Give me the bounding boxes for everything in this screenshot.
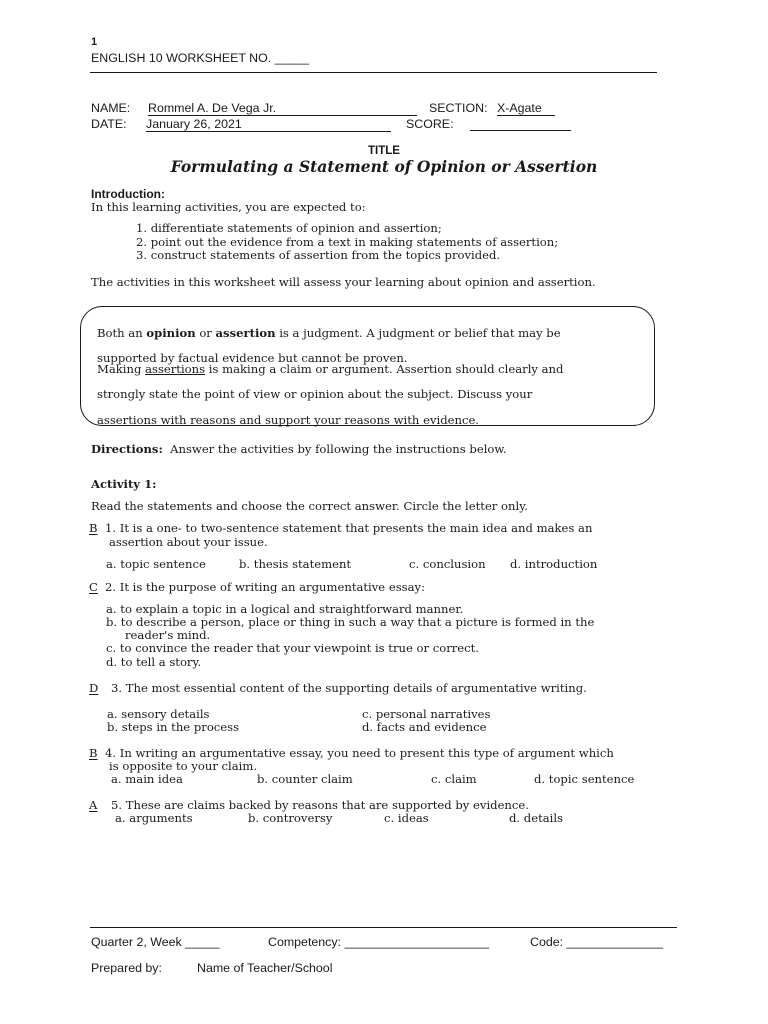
choice-item[interactable]: a. sensory details bbox=[107, 707, 210, 721]
date-label: DATE: bbox=[91, 117, 127, 131]
name-field bbox=[148, 101, 417, 116]
definition-text: is a judgment. A judgment or belief that may be bbox=[275, 325, 561, 340]
choice-item[interactable]: a. topic sentence bbox=[106, 557, 206, 571]
choice-item[interactable]: c. personal narratives bbox=[362, 707, 491, 721]
definition-paragraph-2 bbox=[97, 351, 563, 439]
question-text: 1. It is a one- to two-sentence statement that presents the main idea and makes an bbox=[105, 521, 593, 535]
choice-item[interactable]: a. to explain a topic in a logical and straightforward manner. bbox=[106, 602, 464, 616]
directions-label: Directions: bbox=[91, 442, 163, 456]
choice-item[interactable]: a. arguments bbox=[115, 811, 193, 825]
worksheet-label: ENGLISH 10 WORKSHEET NO. _____ bbox=[91, 51, 310, 65]
name-label: NAME: bbox=[91, 101, 131, 115]
question-text: 3. The most essential content of the supporting details of argumentative writing. bbox=[111, 681, 587, 695]
choice-item[interactable]: b. counter claim bbox=[257, 772, 353, 786]
introduction-lead: In this learning activities, you are expected to: bbox=[91, 200, 366, 214]
section-label: SECTION: bbox=[429, 101, 488, 115]
activity-heading: Activity 1: bbox=[91, 477, 157, 491]
choice-item[interactable]: c. to convince the reader that your viewpoint is true or correct. bbox=[106, 641, 479, 655]
definition-text: assertions with reasons and support your reasons with evidence. bbox=[97, 412, 479, 427]
section-field bbox=[497, 101, 555, 116]
prepared-by-value: Name of Teacher/School bbox=[197, 961, 333, 975]
choice-item[interactable]: c. ideas bbox=[384, 811, 429, 825]
choice-item[interactable]: c. claim bbox=[431, 772, 477, 786]
choice-item[interactable]: b. thesis statement bbox=[239, 557, 352, 571]
definition-text: or bbox=[195, 325, 216, 340]
objective-item: 1. differentiate statements of opinion and assertion; bbox=[136, 221, 442, 235]
choice-item-continued: reader's mind. bbox=[125, 628, 211, 642]
introduction-heading: Introduction: bbox=[91, 187, 165, 201]
term-assertion: assertion bbox=[215, 325, 276, 340]
definition-text: supported by factual evidence but cannot be proven. bbox=[97, 351, 408, 366]
directions bbox=[91, 443, 507, 457]
question-text-continued: assertion about your issue. bbox=[109, 535, 268, 549]
definition-text: Both an bbox=[97, 325, 147, 340]
definition-text: strongly state the point of view or opinion about the subject. Discuss your bbox=[97, 387, 533, 402]
answer-letter: D bbox=[89, 681, 99, 695]
directions-text: Answer the activities by following the instructions below. bbox=[170, 442, 507, 456]
prepared-by-label: Prepared by: bbox=[91, 961, 162, 975]
question-1 bbox=[89, 522, 592, 536]
choice-item[interactable]: b. controversy bbox=[248, 811, 333, 825]
activity-instruction: Read the statements and choose the correct answer. Circle the letter only. bbox=[91, 499, 528, 513]
footer-divider bbox=[90, 927, 677, 928]
score-value-blank bbox=[470, 117, 571, 131]
section-value: X-Agate bbox=[497, 102, 555, 116]
question-text: 2. It is the purpose of writing an argumentative essay: bbox=[105, 580, 425, 594]
page-title: Formulating a Statement of Opinion or Assertion bbox=[170, 157, 598, 176]
answer-letter: A bbox=[89, 798, 98, 812]
objective-item: 2. point out the evidence from a text in making statements of assertion; bbox=[136, 235, 559, 249]
score-label: SCORE: bbox=[406, 117, 454, 131]
choice-item[interactable]: c. conclusion bbox=[409, 557, 486, 571]
footer-quarter: Quarter 2, Week _____ bbox=[91, 935, 220, 949]
page-number: 1 bbox=[91, 36, 98, 48]
name-value: Rommel A. De Vega Jr. bbox=[148, 102, 417, 116]
choice-item[interactable]: d. introduction bbox=[510, 557, 598, 571]
choice-item[interactable]: d. facts and evidence bbox=[362, 720, 487, 734]
choice-item[interactable]: a. main idea bbox=[111, 772, 183, 786]
score-field bbox=[470, 117, 571, 135]
title-label: TITLE bbox=[368, 145, 400, 157]
answer-letter: C bbox=[89, 580, 98, 594]
choice-item[interactable]: d. topic sentence bbox=[534, 772, 635, 786]
date-value: January 26, 2021 bbox=[146, 118, 391, 132]
definition-text: is making a claim or argument. Assertion should clearly and bbox=[205, 361, 564, 376]
choice-item[interactable]: b. to describe a person, place or thing in such a way that a picture is formed in the bbox=[106, 615, 595, 629]
answer-letter: B bbox=[89, 746, 98, 760]
choice-item[interactable]: d. to tell a story. bbox=[106, 655, 202, 669]
header-divider bbox=[90, 72, 657, 73]
question-2 bbox=[89, 581, 425, 595]
term-assertions: assertions bbox=[145, 361, 206, 376]
footer-code: Code: ______________ bbox=[530, 935, 663, 949]
answer-letter: B bbox=[89, 521, 98, 535]
choice-item[interactable]: d. details bbox=[509, 811, 564, 825]
question-text-continued: is opposite to your claim. bbox=[109, 759, 258, 773]
introduction-closing: The activities in this worksheet will assess your learning about opinion and assertion. bbox=[91, 275, 596, 289]
question-text: 5. These are claims backed by reasons that are supported by evidence. bbox=[111, 798, 529, 812]
definition-text: Making bbox=[97, 361, 146, 376]
objective-item: 3. construct statements of assertion from the topics provided. bbox=[136, 248, 501, 262]
date-field bbox=[146, 117, 391, 132]
question-3 bbox=[89, 682, 587, 696]
footer-competency: Competency: _____________________ bbox=[268, 935, 490, 949]
question-text: 4. In writing an argumentative essay, you need to present this type of argument which bbox=[105, 746, 614, 760]
choice-item[interactable]: b. steps in the process bbox=[107, 720, 240, 734]
term-opinion: opinion bbox=[146, 325, 196, 340]
